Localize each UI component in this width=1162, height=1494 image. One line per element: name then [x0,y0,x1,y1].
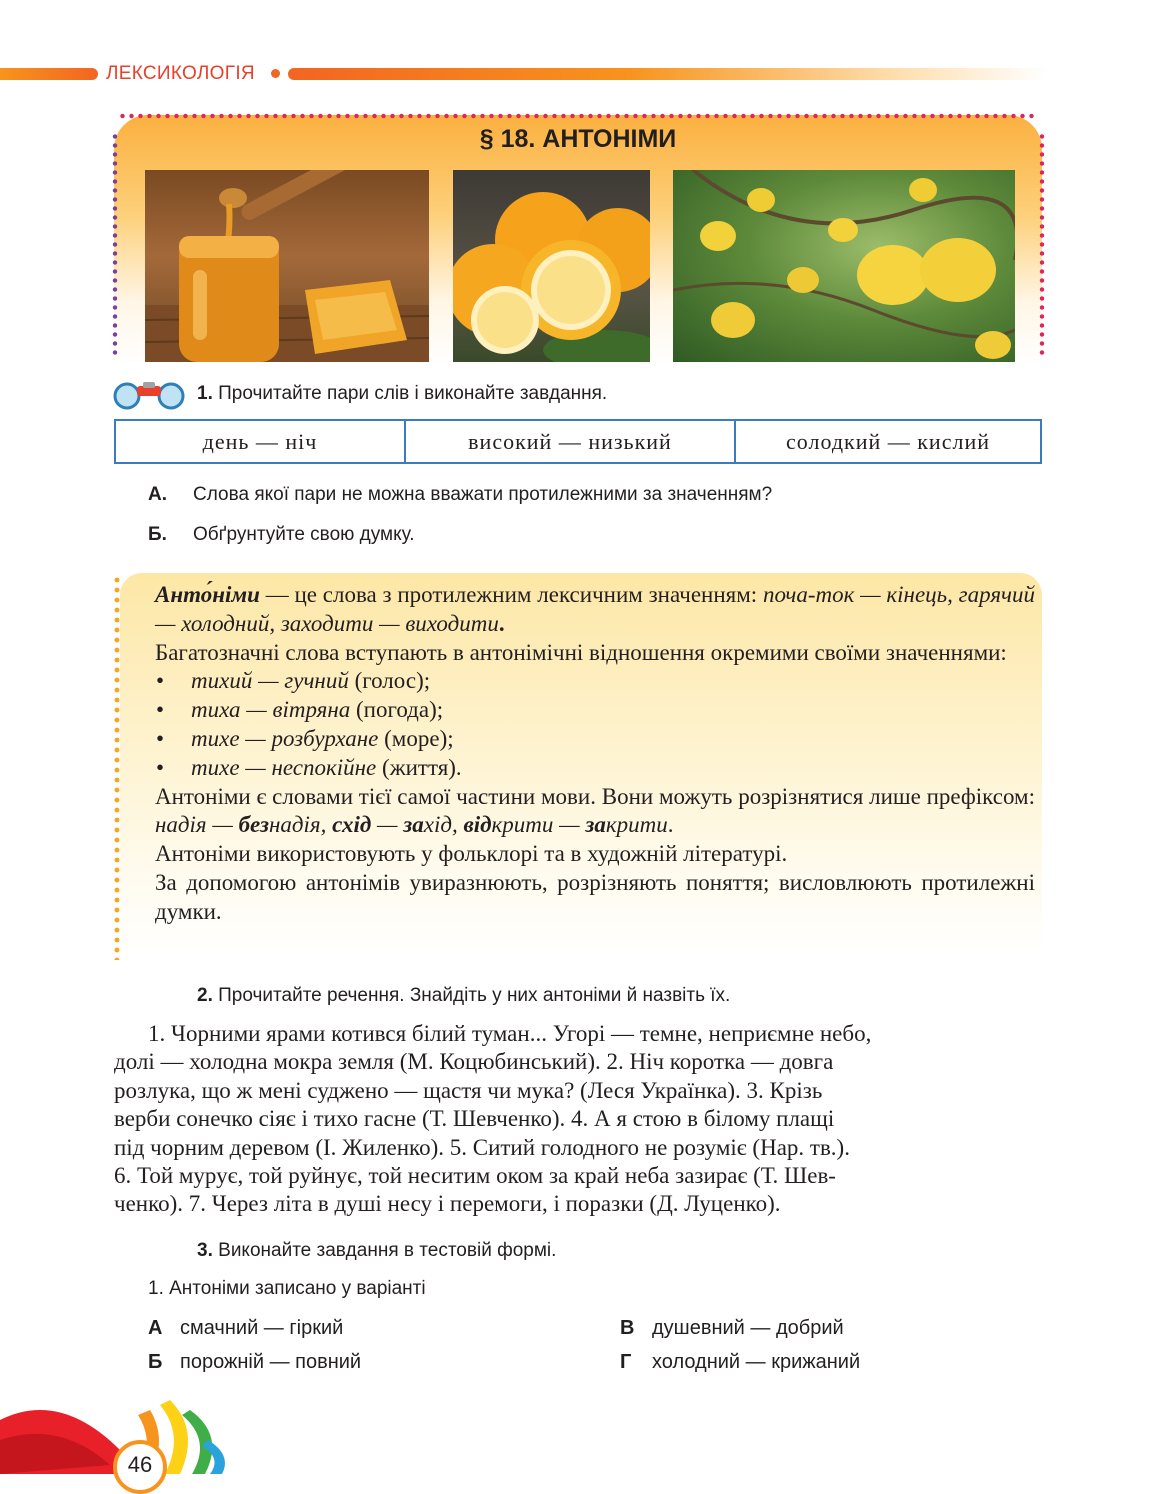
question-b [148,524,415,546]
sentence-line: 6. Той мурує, той руйнує, той неситим оком за край неба зазирає (Т. Шев- [114,1163,836,1189]
rule-definition: Анто́німи — це слова з протилежним лексичним значенням: поча-ток — кінець, гарячий — холодний, заходити — виходити. [155,582,1035,636]
question-text: Слова якої пари не можна вважати протилежними за значенням? [193,484,773,505]
honey-jar-photo [145,170,429,362]
sentence-line: розлука, що ж мені суджено — щастя чи мука? (Леся Українка). 3. Крізь [114,1077,823,1103]
exercise-1-instruction [197,383,607,405]
question-text: Обґрунтуйте свою думку. [193,524,415,545]
exercise-number: 1. [197,383,213,404]
section-label: ЛЕКСИКОЛОГІЯ [106,63,255,84]
question-letter: Б. [148,524,167,545]
binoculars-icon [113,378,185,410]
header-bar-left [0,68,98,80]
rule-prefix: Антоніми є словами тієї самої частини мови. Вони можуть розрізнятися лише префіксом: надія — безнадія, схід — захід, відкрити — закрити. [155,783,1035,838]
word-pair-cell: солодкий — кислий [734,421,1040,462]
exercise-text: Прочитайте пари слів і виконайте завдання. [218,383,608,404]
answer-option-g[interactable]: Г холодний — крижаний [620,1351,861,1373]
test-question: 1. Антоніми записано у варіанті [148,1278,426,1299]
question-letter: А. [148,484,167,505]
rule-bullet: • тихий — гучний (голос); [155,667,1035,696]
page-number: 46 [127,1452,153,1477]
title-card-dotted-border [118,113,1036,119]
exercise-2-instruction [197,985,730,1007]
word-pairs-table [114,419,1042,464]
exercise-text: Прочитайте речення. Знайдіть у них антоніми й назвіть їх. [218,985,731,1006]
lemons-photo [453,170,650,362]
sentence-line: 1. Чорними ярами котився білий туман... Угорі — темне, неприємне небо, [148,1021,872,1046]
header-bar-right [288,68,1048,80]
rule-bullet: • тихе — неспокійне (життя). [155,754,1035,783]
word-pair-cell: день — ніч [202,428,318,454]
lemon-tree-photo [673,170,1015,362]
rule-bullet: • тихе — розбурхане (море); [155,725,1035,754]
sentence-line: під чорним деревом (І. Жиленко). 5. Ситий голодного не розуміє (Нар. тв.). [114,1134,850,1160]
title-card-dotted-border-right [1039,132,1045,357]
answer-option-v[interactable]: В душевний — добрий [620,1317,844,1339]
rule-examples: поча-ток — кінець, гарячий — холодний, заходити — виходити [155,582,1035,636]
rule-term: Анто́німи [155,582,260,607]
sentence-line: верби сонечко сіяє і тихо гасне (Т. Шевченко). 4. А я стою в білому плащі [114,1106,835,1132]
page-title: § 18. АНТОНІМИ [479,125,677,153]
rule-usage-2: За допомогою антонімів увиразнюють, розрізняють поняття; висловлюють протилежні думки. [155,869,1035,924]
exercise-2-sentences [114,1020,1044,1219]
exercise-3-instruction [197,1240,556,1262]
rule-text [155,581,1035,927]
exercise-number: 2. [197,985,213,1006]
word-pair-cell: високий — низький [404,421,734,462]
rule-usage-1: Антоніми використовують у фольклорі та в художній літературі. [155,841,788,867]
exercise-text: Виконайте завдання в тестовій формі. [218,1240,557,1261]
header-dot [271,69,280,78]
rule-box-dotted-border [114,575,120,960]
answer-option-b[interactable]: Б порожній — повний [148,1351,362,1373]
answer-option-a[interactable]: А смачний — гіркий [148,1317,344,1339]
rule-bullet: • тиха — вітряна (погода); [155,696,1035,725]
exercise-number: 3. [197,1240,213,1261]
sentence-line: долі — холодна мокра земля (М. Коцюбинський). 2. Ніч коротка — довга [114,1049,834,1075]
sentence-line: ченко). 7. Через літа в душі несу і перемоги, і поразки (Д. Луценко). [114,1191,781,1217]
rule-multi: Багатозначні слова вступають в антонімічні відношення окремими своїми значеннями: [155,639,1007,665]
title-card-dotted-border-left [112,132,118,357]
question-a [148,484,772,506]
